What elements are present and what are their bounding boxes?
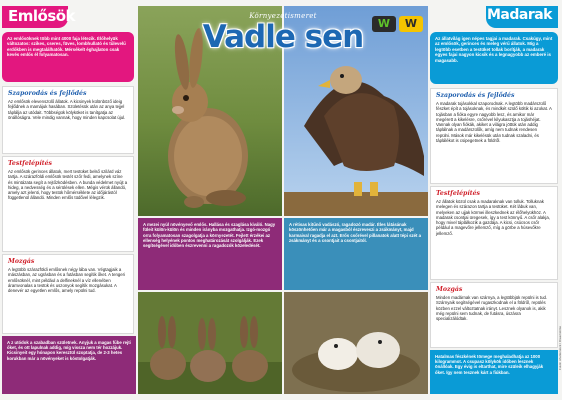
birds-tab-label: Madarak	[486, 7, 552, 23]
photo-credit: Fotók: shutterstock / Dreamstime	[558, 325, 562, 370]
section-body: A legtöbb szárazföldi emlősnek négy lába van. Végtagjaik a mászásban, az ugrásban és a futásban segítik őket. A tengeri emlősöknél, mint például a delfineknél a víz ellenében áramvonalas a testük és uszonyok segítik mozgásukat. A denevér az egyetlen emlős, amely repülni tud.	[8, 267, 126, 294]
section-heading: Mozgás	[436, 286, 463, 293]
eagle-nest-caption	[430, 350, 558, 394]
ww-badges	[372, 16, 426, 32]
mammals-tab	[2, 6, 76, 28]
mammals-intro: Az emlősöknek több mint 4000 faja létezik. Élőhelyük változatos: szikes, cseres, füves, lombhullató és tűlevelű erdőkben is megtalálhatók. Mérsékelt éghajlaton csak kevés emlős él folyamatosan.	[2, 32, 134, 82]
birds-movement-section	[430, 282, 558, 348]
mammals-anatomy-section	[2, 156, 134, 252]
section-heading: Szaporodás és fejlődés	[8, 90, 87, 97]
young-rabbits-illustration	[138, 292, 282, 394]
section-body: Az emlősök gerinces állatok, mert testüket belső szilárd váz tartja. A szárazföldi emlősök testét szőr fedi, amelynek színe és mintázata segít a rejtőzködésben. A bunda védelmet nyújt a hideg, a nedvesség és a sérülések ellen. Mégis vérük állandó, amely azt jelenti, hogy testük hőmérséklete az időjárástól függetlenül állandó. Minden emlős tüdővel lélegzik.	[8, 169, 128, 201]
eagle-description	[284, 218, 428, 290]
hare-description-text: A mezei nyúl növényevő emlős. Hallása és szaglása kiváló. Nagy füleit külön-külön és minden irányba mozgathatja. Izgó-mozgó orra folyamatosan szagolgatja a környezetét. Fejlett érzékei az ellenség helyének pontos meghatározását szolgálják. Ezek segítségével időben észrevenni a ragadozók közeledését.	[143, 222, 276, 249]
young-rabbits-caption	[2, 336, 136, 394]
hare-description	[138, 218, 282, 290]
birds-intro: Az állatvilág igen népes tagjai a madarak. Csakúgy, mint az emlősök, gerinces és meleg vérű állatok. Míg a legtöbb esetben a testüket tollak borítják, a madarak egyes fajai nagyon kicsik és a legnagyobb az emberé is magasabb.	[430, 32, 558, 84]
article-subtitle: Környezetismeret	[249, 12, 317, 20]
young-rabbits-caption-text: A z utódok a szabadban születnek. Anyjuk a magas fűbe rejti őket, és ott lapulnak addig, míg vissza nem tér hozzájuk. Kicsinyeit egy hónapon keresztül szoptatja, de 2-3 hetes korukban már a növényeket is kóstolgatják.	[7, 340, 131, 361]
young-rabbits-photo	[138, 292, 282, 394]
mammals-movement-section	[2, 254, 134, 334]
section-heading: Testfelépítés	[8, 160, 53, 167]
article-title: Vadle sen	[202, 19, 364, 55]
eagle-description-text: A rétisas kitűnő vadászó, ragadozó madár. Éles látásának köszönhetően már a magasból észreveszi a zsákmányt, majd karmaival ragadja el azt. Erős csőrével pillanatok alatt tépi szét a zsákmányt és a csontjait a csontjaitól.	[289, 222, 422, 243]
eagle-nest-caption-text: Hatalmas fészkének tömege meghaladhatja az 1000 kilogrammot. A csupasz kölykök időben lesznek önállóak. Egy évig is eltarthat, mire szüleik elhagyják őket. Így nem tesznek kárt a fiúkban.	[435, 354, 544, 375]
section-body: A madarak tojásokkal szaporodnak. A legtöbb madárszülő fészket épít a tojásoknak, és mindkét szülő költik ki azokat. A tojásban a fióka egyre nagyobb lesz, és amikor már megérett a kikelésre, csőrével kilyukasztja a tojáshéjat. Vannak olyan fiókák, akiket a világra jöttük után addig táplálnak a madárszülők, amíg nem tudnak rendesen repülni. Mások már kikelésük után tudnak szaladni, és táplálékot is csipegetnek a földről.	[436, 101, 552, 144]
birds-anatomy-section	[430, 186, 558, 280]
birds-tab	[486, 6, 558, 28]
section-body: Az emlősök elevenszülő állatok. A kicsinyek különböző ideig fejlődnek a mamájuk hasában. Születésük után az anya tejjel táplálja az utódait. Többségük kölyköket is tanítgatja az önállóságra. Vele mindig vannak, hogy minden kapcsolat újul.	[8, 99, 126, 120]
eagle-chicks-illustration	[284, 292, 428, 394]
ww-badge-arrow-right: W	[399, 16, 423, 32]
ww-badge-arrow-left: W	[372, 16, 396, 32]
section-heading: Szaporodás és fejlődés	[436, 92, 515, 99]
birds-reproduction-section	[430, 88, 558, 184]
eagle-chicks-photo	[284, 292, 428, 394]
section-heading: Mozgás	[8, 258, 35, 265]
right-column-birds	[430, 6, 558, 396]
section-heading: Testfelépítés	[436, 190, 481, 197]
section-body: Minden madárnak van szárnya, a legtöbbjük repülni is tud. Szárnyaik segítségével rugaszkodnak el a földről, repülés közben ezzel változtatnak irányt. Lesznek olyanok is, akik még repülni sem tudnak, de futásra, úszásra specializálódtak.	[436, 295, 548, 322]
mammals-tab-label: Emlősök	[8, 7, 76, 25]
section-body: Az állatok közül csak a madaraknak van tolluk. Tolluknak melegen és szárazon tartja a testüket. Két lábuk van, melyeken az ujjak körmei illeszkednek az élőhelyükhöz. A madarak csontjai üregesek, így a test könnyű. A csőr alakja, hogy mivel táplálkozik a gazdája. A kicsi, csúcsos csőr például a magevőre jellemző, míg a görbe a húsevőkre jellemző.	[436, 199, 550, 236]
mammals-reproduction-section	[2, 86, 134, 154]
